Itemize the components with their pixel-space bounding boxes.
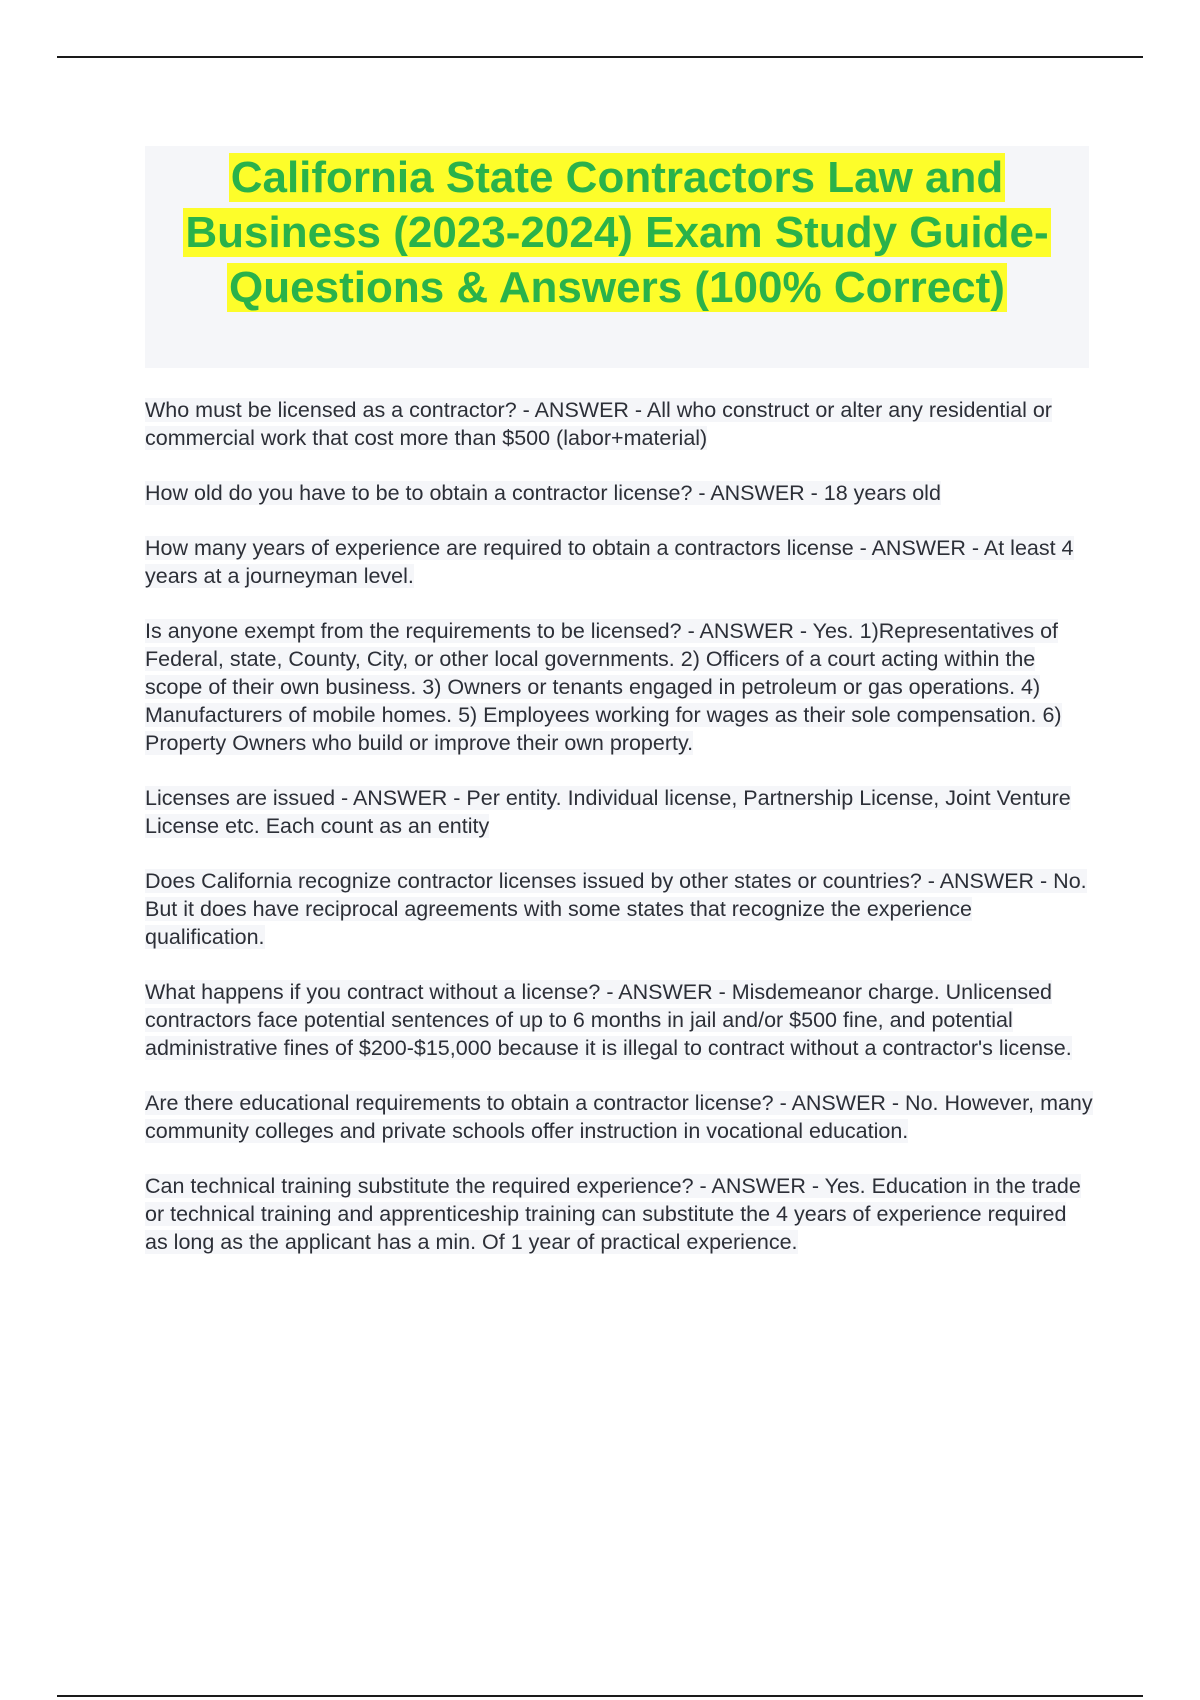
qa-item: Who must be licensed as a contractor? - ANSWER - All who construct or alter any residential or commercial work that cost more than $500 (labor+material) (145, 398, 1052, 450)
qa-item: How many years of experience are required to obtain a contractors license - ANSWER - At least 4 years at a journeyman level. (145, 536, 1074, 588)
qa-item: Licenses are issued - ANSWER - Per entity. Individual license, Partnership License, Joint Venture License etc. Each count as an entity (145, 786, 1071, 838)
document-title (145, 150, 1089, 315)
top-rule (57, 56, 1143, 58)
qa-item: Can technical training substitute the required experience? - ANSWER - Yes. Education in the trade or technical training and apprenticeship training can substitute the 4 years of experience required as long as the applicant has a min. Of 1 year of practical experience. (145, 1174, 1081, 1254)
qa-list (145, 396, 1095, 1283)
qa-item: Are there educational requirements to obtain a contractor license? - ANSWER - No. However, many community colleges and private schools offer instruction in vocational education. (145, 1091, 1093, 1143)
bottom-rule (57, 1695, 1143, 1697)
title-block (145, 146, 1089, 368)
qa-item: Is anyone exempt from the requirements to be licensed? - ANSWER - Yes. 1)Representatives of Federal, state, County, City, or other local governments. 2) Officers of a court acting within the scope of their own business. 3) Owners or tenants engaged in petroleum or gas operations. 4) Manufacturers of mobile homes. 5) Employees working for wages as their sole compensation. 6) Property Owners who build or improve their own property. (145, 619, 1062, 755)
qa-item: How old do you have to be to obtain a contractor license? - ANSWER - 18 years old (145, 481, 941, 505)
title-highlight: California State Contractors Law and Business (2023-2024) Exam Study Guide- Questions & Answers (100% Correct) (185, 153, 1049, 312)
qa-item: What happens if you contract without a license? - ANSWER - Misdemeanor charge. Unlicensed contractors face potential sentences of up to 6 months in jail and/or $500 fine, and potential administrative fines of $200-$15,000 because it is illegal to contract without a contractor's license. (145, 980, 1072, 1060)
qa-item: Does California recognize contractor licenses issued by other states or countries? - ANSWER - No. But it does have reciprocal agreements with some states that recognize the experience qualification. (145, 869, 1087, 949)
